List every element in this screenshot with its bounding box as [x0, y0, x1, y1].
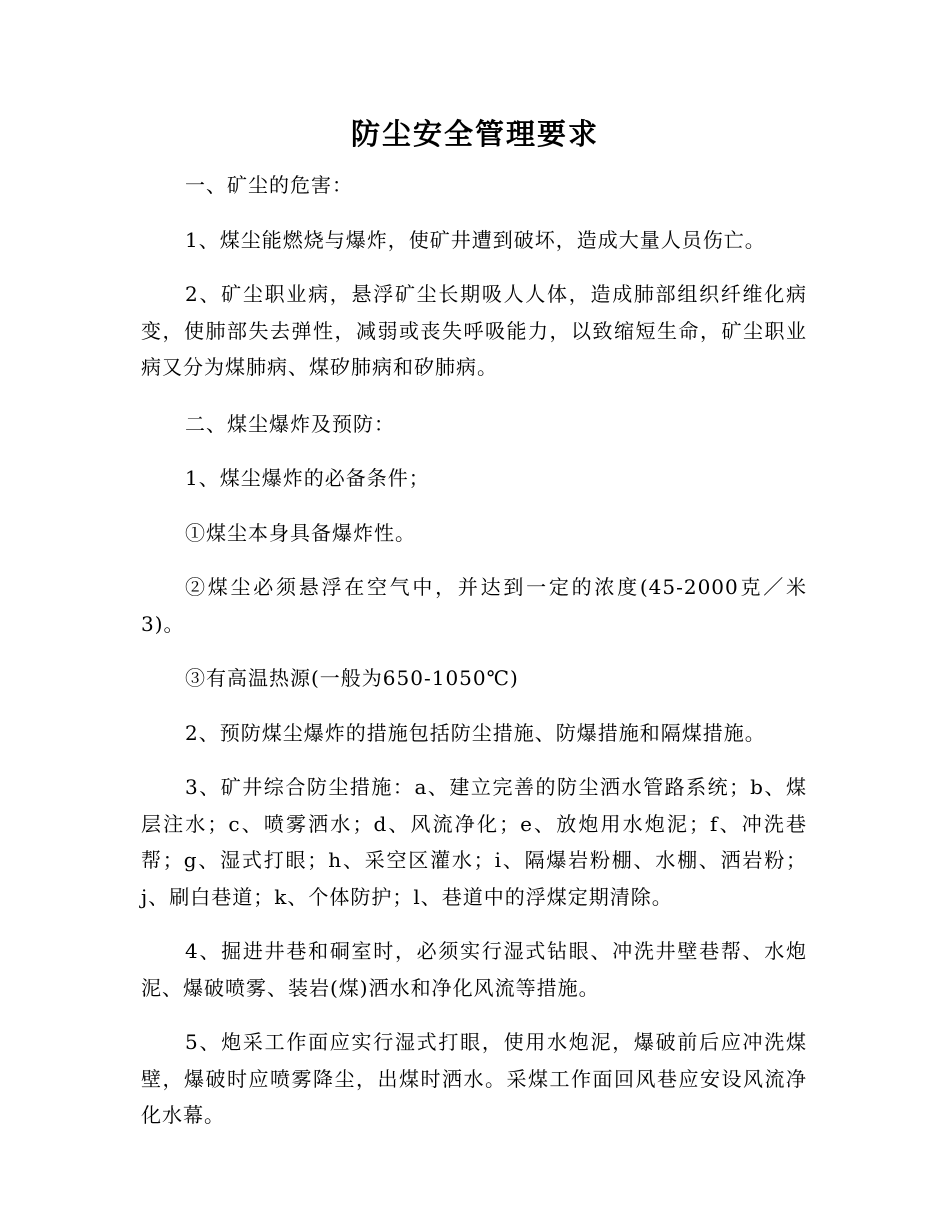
paragraph: 1、煤尘能燃烧与爆炸，使矿井遭到破坏，造成大量人员伤亡。 — [185, 227, 766, 252]
list-item: ②煤尘必须悬浮在空气中，并达到一定的浓度(45-2000克／米3)。 — [141, 575, 807, 636]
paragraph: 1、煤尘爆炸的必备条件； — [185, 466, 430, 490]
list-item: ①煤尘本身具备爆炸性。 — [185, 520, 416, 545]
paragraph: 2、预防煤尘爆炸的措施包括防尘措施、防爆措施和隔煤措施。 — [185, 720, 766, 745]
list-item: ③有高温热源(一般为650-1050℃) — [185, 666, 519, 690]
document-body — [141, 167, 807, 1152]
paragraph: 2、矿尘职业病，悬浮矿尘长期吸人人体，造成肺部组织纤维化病变，使肺部失去弹性，减弱或丧失呼吸能力，以致缩短生命，矿尘职业病又分为煤肺病、煤矽肺病和矽肺病。 — [141, 282, 807, 379]
section-heading-coal-dust-explosion: 二、煤尘爆炸及预防： — [185, 411, 395, 436]
document-title: 防尘安全管理要求 — [350, 117, 599, 151]
paragraph: 4、掘进井巷和硐室时，必须实行湿式钻眼、冲洗井壁巷帮、水炮泥、爆破喷雾、装岩(煤)洒水和净化风流等措施。 — [141, 939, 807, 1000]
section-heading-dust-hazards: 一、矿尘的危害： — [185, 173, 353, 197]
paragraph: 3、矿井综合防尘措施：a、建立完善的防尘洒水管路系统；b、煤层注水；c、喷雾洒水；d、风流净化；e、放炮用水炮泥；f、冲洗巷帮；g、湿式打眼；h、采空区灌水；i、隔爆岩粉棚、水棚、洒岩粉；j、刷白巷道；k、个体防护；l、巷道中的浮煤定期清除。 — [141, 775, 807, 909]
paragraph: 5、炮采工作面应实行湿式打眼，使用水炮泥，爆破前后应冲洗煤壁，爆破时应喷雾降尘，出煤时洒水。采煤工作面回风巷应安设风流净化水幕。 — [141, 1030, 807, 1127]
